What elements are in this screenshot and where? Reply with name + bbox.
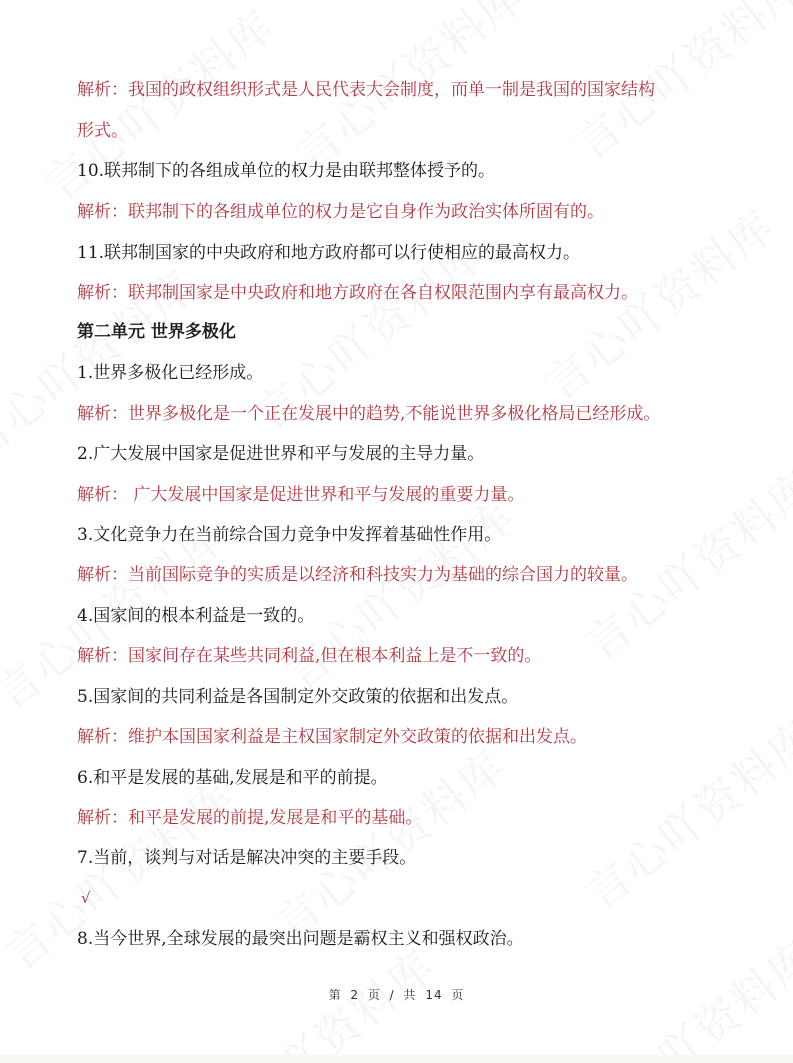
analysis-line: 解析：世界多极化是一个正在发展中的趋势,不能说世界多极化格局已经形成。 bbox=[77, 404, 661, 424]
statement-line: 10.联邦制下的各组成单位的权力是由联邦整体授予的。 bbox=[77, 161, 496, 181]
analysis-line: 形式。 bbox=[77, 121, 128, 141]
analysis-line: 解析：联邦制下的各组成单位的权力是它自身作为政治实体所固有的。 bbox=[77, 202, 604, 222]
statement-line: 7.当前，谈判与对话是解决冲突的主要手段。 bbox=[77, 848, 417, 868]
statement-line: 8.当今世界,全球发展的最突出问题是霸权主义和强权政治。 bbox=[77, 929, 524, 949]
watermark bbox=[570, 452, 793, 672]
statement-line: 3.文化竞争力在当前综合国力竞争中发挥着基础性作用。 bbox=[77, 525, 502, 545]
statement-line: 4.国家间的根本利益是一致的。 bbox=[77, 606, 315, 626]
analysis-line: 解析：和平是发展的前提,发展是和平的基础。 bbox=[77, 808, 423, 828]
page-indicator: 第 2 页 / 共 14 页 bbox=[328, 988, 465, 1002]
watermark bbox=[270, 482, 527, 702]
watermark bbox=[570, 702, 793, 922]
statement-line: 11.联邦制国家的中央政府和地方政府都可以行使相应的最高权力。 bbox=[77, 243, 581, 263]
statement-line: 1.世界多极化已经形成。 bbox=[77, 363, 264, 383]
section-heading: 第二单元 世界多极化 bbox=[77, 322, 236, 342]
statement-line: 2.广大发展中国家是促进世界和平与发展的主导力量。 bbox=[77, 444, 485, 464]
analysis-line: 解析：当前国际竞争的实质是以经济和科技实力为基础的综合国力的较量。 bbox=[77, 565, 638, 585]
analysis-line: 解析：国家间存在某些共同利益,但在根本利益上是不一致的。 bbox=[77, 646, 542, 666]
checkmark-icon: √ bbox=[81, 889, 91, 907]
statement-line: 6.和平是发展的基础,发展是和平的前提。 bbox=[77, 768, 388, 788]
analysis-line: 解析：我国的政权组织形式是人民代表大会制度，而单一制是我国的国家结构 bbox=[77, 80, 655, 100]
analysis-line: 解析：维护本国国家利益是主权国家制定外交政策的依据和出发点。 bbox=[77, 727, 587, 747]
analysis-line: 解析： 广大发展中国家是促进世界和平与发展的重要力量。 bbox=[77, 485, 525, 505]
analysis-line: 解析：联邦制国家是中央政府和地方政府在各自权限范围内享有最高权力。 bbox=[77, 283, 638, 303]
page-bottom-edge bbox=[0, 1055, 793, 1063]
statement-line: 5.国家间的共同利益是各国制定外交政策的依据和出发点。 bbox=[77, 687, 519, 707]
watermark bbox=[260, 732, 517, 952]
